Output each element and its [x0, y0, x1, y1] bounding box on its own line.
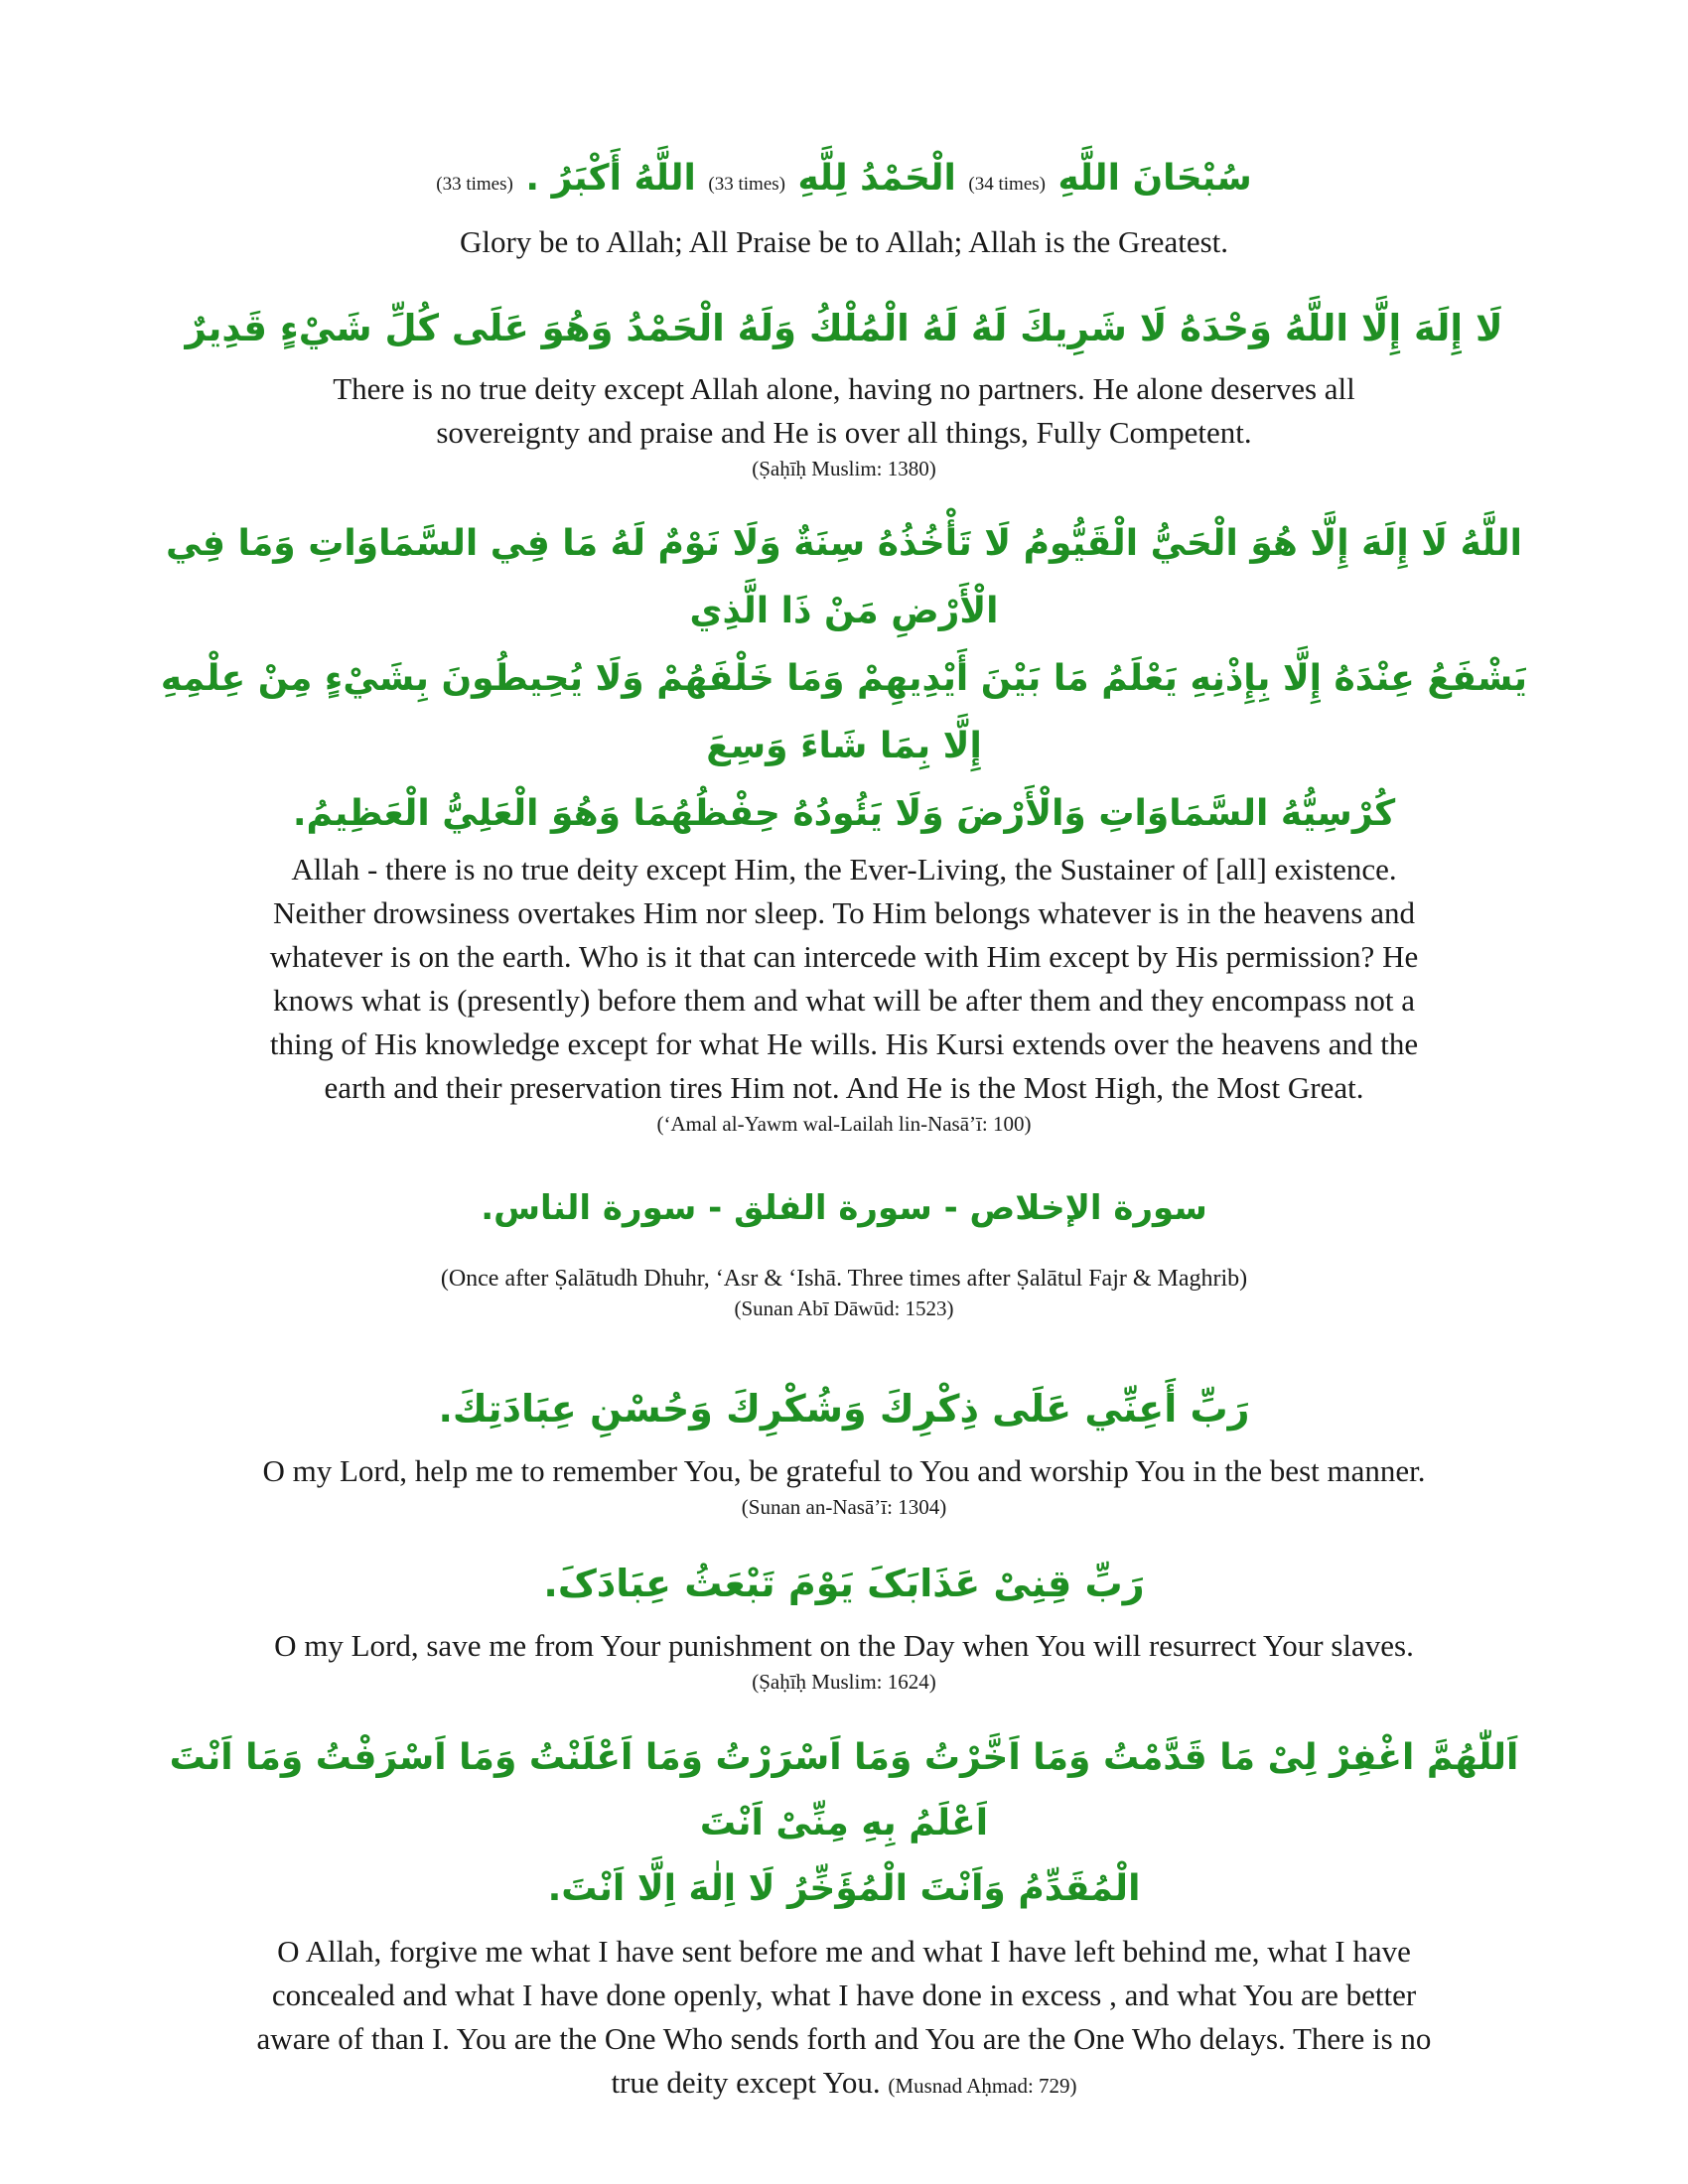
tahleel-section: [139, 296, 1549, 482]
dua-forgive-arabic-line1: اَللّٰهُمَّ اغْفِرْ لِىْ مَا قَدَّمْتُ وَمَا اَخَّرْتُ وَمَا اَسْرَرْتُ وَمَا اَعْلَنْتُ وَمَا اَسْرَفْتُ وَمَا اَنْتَ اَعْلَمُ بِهِ مِنِّىْ اَنْتَ: [169, 1737, 1519, 1843]
ayat-kursi-section: [139, 510, 1549, 1138]
ayat-kursi-translation-line5: thing of His knowledge except for what He wills. His Kursi extends over the heavens and the: [269, 1026, 1419, 1061]
tasbeeh-count-3: (33 times): [436, 174, 513, 195]
tasbeeh-count-2: (33 times): [708, 174, 785, 195]
ayat-kursi-arabic-line2: يَشْفَعُ عِنْدَهُ إِلَّا بِإِذْنِهِ يَعْلَمُ مَا بَيْنَ أَيْدِيهِمْ وَمَا خَلْفَهُمْ وَلَا يُحِيطُونَ بِشَيْءٍ مِنْ عِلْمِهِ إِلَّا بِمَا شَاءَ وَسِعَ: [160, 658, 1528, 766]
ayat-kursi-translation-line6: earth and their preservation tires Him not. And He is the Most High, the Most Great.: [324, 1070, 1364, 1105]
tahleel-translation-line1: There is no true deity except Allah alone, having no partners. He alone deserves all: [333, 371, 1355, 406]
tahleel-reference: (Ṣaḥīḥ Muslim: 1380): [752, 457, 936, 480]
dua-remember-translation: O my Lord, help me to remember You, be grateful to You and worship You in the best manner.: [262, 1453, 1426, 1488]
ayat-kursi-translation-line3: whatever is on the earth. Who is it that can intercede with Him except by His permission? He: [269, 939, 1419, 974]
dua-punishment-reference: (Ṣaḥīḥ Muslim: 1624): [752, 1670, 936, 1694]
tahleel-arabic: لَا إِلَهَ إِلَّا اللَّهُ وَحْدَهُ لَا شَرِيكَ لَهُ لَهُ الْمُلْكُ وَلَهُ الْحَمْدُ وَهُوَ عَلَى كُلِّ شَيْءٍ قَدِيرٌ: [185, 307, 1503, 349]
dua-punishment-translation: O my Lord, save me from Your punishment on the Day when You will resurrect Your slaves.: [274, 1628, 1414, 1663]
ayat-kursi-reference: (‘Amal al-Yawm wal-Lailah lin-Nasā’ī: 100): [656, 1112, 1032, 1136]
ayat-kursi-arabic-line1: اللَّهُ لَا إِلَهَ إِلَّا هُوَ الْحَيُّ الْقَيُّومُ لَا تَأْخُذُهُ سِنَةٌ وَلَا نَوْمٌ لَهُ مَا فِي السَّمَاوَاتِ وَمَا فِي الْأَرْضِ مَنْ ذَا الَّذِي: [165, 523, 1523, 631]
tasbeeh-arabic: [139, 149, 1549, 214]
dua-remember-arabic: رَبِّ أَعِنِّي عَلَى ذِكْرِكَ وَشُكْرِكَ وَحُسْنِ عِبَادَتِكَ.: [438, 1387, 1250, 1431]
surahs-section: [139, 1175, 1549, 1322]
dua-forgive-translation-line2: concealed and what I have done openly, what I have done in excess , and what You are better: [271, 1978, 1417, 2012]
dua-forgive-translation-line4-wrapper: [139, 2061, 1549, 2108]
tasbeeh-translation: Glory be to Allah; All Praise be to Allah; Allah is the Greatest.: [459, 224, 1229, 259]
ayat-kursi-arabic-line3: كُرْسِيُّهُ السَّمَاوَاتِ وَالْأَرْضَ وَلَا يَئُودُهُ حِفْظُهُمَا وَهُوَ الْعَلِيُّ الْعَظِيمُ.: [292, 793, 1396, 834]
dua-forgive-translation-line1: O Allah, forgive me what I have sent before me and what I have left behind me, what I have: [277, 1934, 1411, 1969]
surahs-reference: (Sunan Abī Dāwūd: 1523): [734, 1297, 954, 1320]
tasbeeh-section: [139, 149, 1549, 264]
dua-punishment-arabic: رَبِّ قِنِىْ عَذَابَکَ يَوْمَ تَبْعَثُ عِبَادَکَ.: [543, 1562, 1145, 1605]
dua-forgive-translation-line4: true deity except You.: [611, 2065, 881, 2100]
ayat-kursi-translation-line1: Allah - there is no true deity except Him, the Ever-Living, the Sustainer of [all] existence.: [291, 852, 1397, 887]
tasbeeh-arabic-alhamdulillah: الْحَمْدُ لِلَّهِ: [797, 158, 956, 199]
tasbeeh-arabic-subhanallah: سُبْحَانَ اللَّهِ: [1057, 158, 1252, 199]
ayat-kursi-translation-line2: Neither drowsiness overtakes Him nor sleep. To Him belongs whatever is in the heavens and: [272, 895, 1415, 930]
dua-remember-reference: (Sunan an-Nasā’ī: 1304): [741, 1495, 947, 1519]
dua-punishment-section: [139, 1551, 1549, 1696]
tahleel-translation-line2: sovereignty and praise and He is over all things, Fully Competent.: [436, 415, 1252, 450]
tasbeeh-arabic-allahuakbar: اللَّهُ أَكْبَرُ .: [525, 158, 696, 199]
tasbeeh-count-1: (34 times): [968, 174, 1046, 195]
dua-forgive-arabic-line2: الْمُقَدِّمُ وَاَنْتَ الْمُؤَخِّرُ لَا اِلٰهَ اِلَّا اَنْتَ.: [547, 1868, 1141, 1909]
surahs-arabic: سورة الإخلاص - سورة الفلق - سورة الناس.: [481, 1188, 1207, 1228]
ayat-kursi-translation-line4: knows what is (presently) before them and what will be after them and they encompass not a: [272, 983, 1416, 1018]
dua-remember-section: [139, 1376, 1549, 1521]
dua-forgive-reference: (Musnad Aḥmad: 729): [888, 2074, 1077, 2098]
dua-forgive-translation-line3: aware of than I. You are the One Who sends forth and You are the One Who delays. There is no: [256, 2021, 1432, 2056]
dua-forgive-section: [139, 1725, 1549, 2108]
surahs-note: (Once after Ṣalātudh Dhuhr, ‘Asr & ‘Ishā. Three times after Ṣalātul Fajr & Maghrib): [440, 1266, 1248, 1292]
